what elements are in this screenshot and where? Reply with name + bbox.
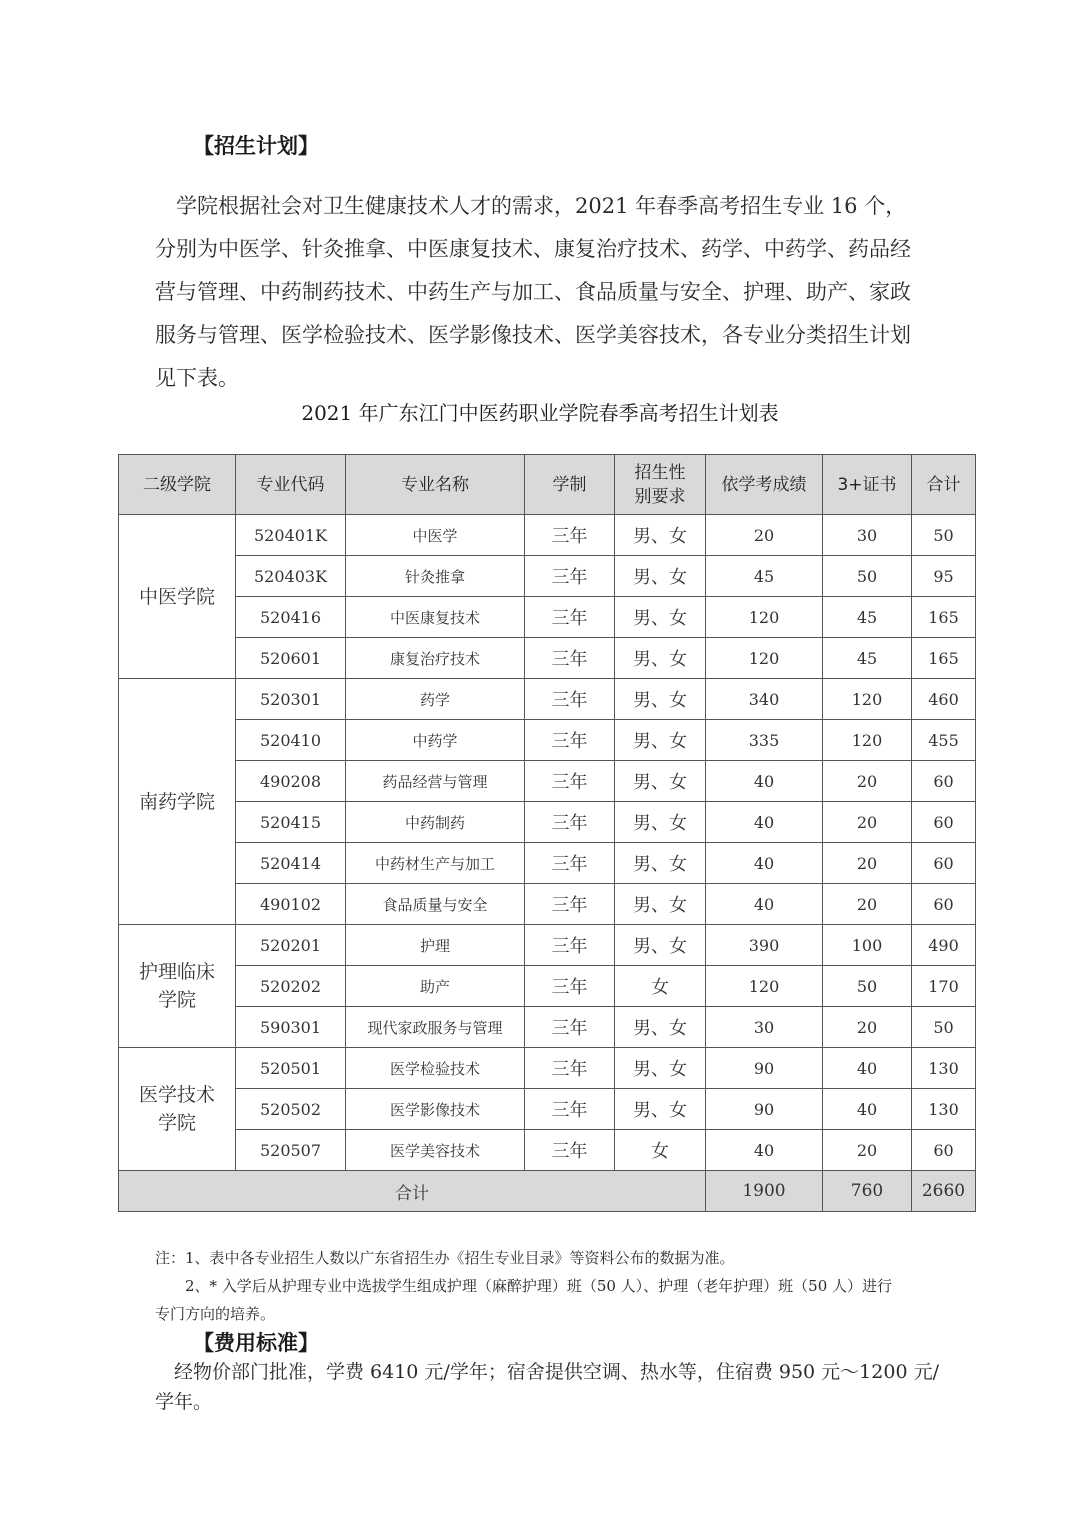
cert-quota-cell: 20	[823, 761, 912, 802]
total-quota-cell: 130	[912, 1048, 976, 1089]
intro-line: 服务与管理、医学检验技术、医学影像技术、医学美容技术，各专业分类招生计划	[155, 323, 911, 347]
score-quota-cell: 40	[706, 843, 823, 884]
header-score: 依学考成绩	[706, 455, 823, 515]
system-cell: 三年	[525, 515, 615, 556]
table-row	[119, 679, 976, 720]
score-quota-cell: 40	[706, 1130, 823, 1171]
score-quota-cell: 335	[706, 720, 823, 761]
system-cell: 三年	[525, 1089, 615, 1130]
header-cert: 3+证书	[823, 455, 912, 515]
system-cell: 三年	[525, 556, 615, 597]
major-code-cell: 520410	[236, 720, 346, 761]
intro-line: 学院根据社会对卫生健康技术人才的需求，2021 年春季高考招生专业 16 个，	[155, 194, 907, 218]
major-code-cell: 520201	[236, 925, 346, 966]
total-quota-cell: 60	[912, 802, 976, 843]
system-cell: 三年	[525, 679, 615, 720]
major-name-cell: 现代家政服务与管理	[346, 1007, 525, 1048]
gender-cell: 男、女	[615, 1048, 706, 1089]
score-quota-cell: 40	[706, 884, 823, 925]
intro-line: 分别为中医学、针灸推拿、中医康复技术、康复治疗技术、药学、中药学、药品经	[155, 237, 911, 261]
cert-quota-cell: 20	[823, 802, 912, 843]
enrollment-plan-table	[118, 454, 976, 1212]
major-name-cell: 中药学	[346, 720, 525, 761]
table-row	[119, 843, 976, 884]
table-row	[119, 884, 976, 925]
total-quota-cell: 60	[912, 843, 976, 884]
total-quota-cell: 130	[912, 1089, 976, 1130]
table-caption: 2021 年广东江门中医药职业学院春季高考招生计划表	[301, 401, 779, 425]
score-quota-cell: 20	[706, 515, 823, 556]
table-row	[119, 1048, 976, 1089]
major-code-cell: 520401K	[236, 515, 346, 556]
fee-line: 经物价部门批准，学费 6410 元/学年；宿舍提供空调、热水等，住宿费 950 元～1200 元/	[155, 1361, 939, 1383]
major-name-cell: 助产	[346, 966, 525, 1007]
header-code: 专业代码	[236, 455, 346, 515]
college-name-line: 医学技术	[138, 1084, 215, 1106]
gender-cell: 男、女	[615, 884, 706, 925]
college-name-line: 学院	[157, 989, 196, 1011]
total-label: 合计	[119, 1171, 706, 1212]
major-code-cell: 590301	[236, 1007, 346, 1048]
table-header-row	[119, 455, 976, 515]
major-name-cell: 护理	[346, 925, 525, 966]
college-name-line: 中医学院	[138, 585, 215, 608]
table-row	[119, 556, 976, 597]
score-quota-cell: 340	[706, 679, 823, 720]
major-code-cell: 520416	[236, 597, 346, 638]
intro-line: 见下表。	[155, 366, 239, 390]
system-cell: 三年	[525, 720, 615, 761]
major-name-cell: 康复治疗技术	[346, 638, 525, 679]
header-total: 合计	[912, 455, 976, 515]
college-name-line: 学院	[157, 1112, 196, 1134]
total-quota-cell: 165	[912, 638, 976, 679]
gender-cell: 男、女	[615, 802, 706, 843]
cert-quota-cell: 45	[823, 638, 912, 679]
system-cell: 三年	[525, 1048, 615, 1089]
major-name-cell: 药品经营与管理	[346, 761, 525, 802]
major-code-cell: 490102	[236, 884, 346, 925]
total-quota-cell: 60	[912, 761, 976, 802]
note-line: 注：1、表中各专业招生人数以广东省招生办《招生专业目录》等资料公布的数据为准。	[155, 1249, 735, 1267]
major-name-cell: 中医学	[346, 515, 525, 556]
cert-quota-cell: 20	[823, 884, 912, 925]
total-quota-cell: 50	[912, 1007, 976, 1048]
cert-quota-cell: 40	[823, 1089, 912, 1130]
system-cell: 三年	[525, 802, 615, 843]
gender-cell: 男、女	[615, 1007, 706, 1048]
cert-quota-cell: 20	[823, 1130, 912, 1171]
table-row	[119, 1130, 976, 1171]
major-name-cell: 药学	[346, 679, 525, 720]
gender-cell: 女	[615, 966, 706, 1007]
score-quota-cell: 40	[706, 802, 823, 843]
cert-quota-cell: 100	[823, 925, 912, 966]
table-row	[119, 638, 976, 679]
table-row	[119, 515, 976, 556]
score-quota-cell: 90	[706, 1089, 823, 1130]
section-heading-fees: 【费用标准】	[193, 1331, 319, 1355]
table-row	[119, 720, 976, 761]
gender-cell: 男、女	[615, 679, 706, 720]
major-name-cell: 中医康复技术	[346, 597, 525, 638]
table-row	[119, 802, 976, 843]
college-cell	[119, 515, 236, 679]
score-quota-cell: 390	[706, 925, 823, 966]
table-row	[119, 597, 976, 638]
table-row	[119, 966, 976, 1007]
section-heading-enrollment-plan: 【招生计划】	[193, 134, 319, 158]
cert-quota-cell: 20	[823, 843, 912, 884]
gender-cell: 男、女	[615, 556, 706, 597]
major-name-cell: 针灸推拿	[346, 556, 525, 597]
college-name-line: 护理临床	[138, 961, 215, 983]
total-quota-cell: 170	[912, 966, 976, 1007]
total-score-quota: 1900	[706, 1171, 823, 1212]
major-code-cell: 520403K	[236, 556, 346, 597]
header-gender-line: 别要求	[634, 486, 686, 507]
system-cell: 三年	[525, 1130, 615, 1171]
system-cell: 三年	[525, 925, 615, 966]
intro-line: 营与管理、中药制药技术、中药生产与加工、食品质量与安全、护理、助产、家政	[155, 280, 911, 304]
header-gender	[615, 455, 706, 515]
major-name-cell: 医学美容技术	[346, 1130, 525, 1171]
fee-paragraph	[155, 1357, 955, 1417]
major-code-cell: 520501	[236, 1048, 346, 1089]
cert-quota-cell: 120	[823, 679, 912, 720]
gender-cell: 男、女	[615, 843, 706, 884]
table-row	[119, 925, 976, 966]
note-line: 2、* 入学后从护理专业中选拔学生组成护理（麻醉护理）班（50 人）、护理（老年护理）班（50 人）进行	[155, 1277, 893, 1295]
cert-quota-cell: 40	[823, 1048, 912, 1089]
major-code-cell: 520507	[236, 1130, 346, 1171]
cert-quota-cell: 45	[823, 597, 912, 638]
score-quota-cell: 120	[706, 597, 823, 638]
total-quota-cell: 95	[912, 556, 976, 597]
major-code-cell: 520502	[236, 1089, 346, 1130]
total-quota-cell: 50	[912, 515, 976, 556]
fee-line: 学年。	[155, 1391, 213, 1413]
major-code-cell: 490208	[236, 761, 346, 802]
cert-quota-cell: 50	[823, 966, 912, 1007]
table-total-row	[119, 1171, 976, 1212]
gender-cell: 女	[615, 1130, 706, 1171]
system-cell: 三年	[525, 597, 615, 638]
score-quota-cell: 120	[706, 638, 823, 679]
total-quota-cell: 60	[912, 1130, 976, 1171]
gender-cell: 男、女	[615, 638, 706, 679]
college-cell	[119, 925, 236, 1048]
total-quota-cell: 60	[912, 884, 976, 925]
system-cell: 三年	[525, 761, 615, 802]
table-row	[119, 1007, 976, 1048]
table-notes	[155, 1244, 955, 1328]
header-system: 学制	[525, 455, 615, 515]
major-code-cell: 520202	[236, 966, 346, 1007]
grand-total: 2660	[912, 1171, 976, 1212]
gender-cell: 男、女	[615, 761, 706, 802]
table-row	[119, 1089, 976, 1130]
total-quota-cell: 455	[912, 720, 976, 761]
total-quota-cell: 165	[912, 597, 976, 638]
major-name-cell: 医学检验技术	[346, 1048, 525, 1089]
college-cell	[119, 679, 236, 925]
score-quota-cell: 90	[706, 1048, 823, 1089]
major-name-cell: 医学影像技术	[346, 1089, 525, 1130]
score-quota-cell: 40	[706, 761, 823, 802]
gender-cell: 男、女	[615, 515, 706, 556]
system-cell: 三年	[525, 966, 615, 1007]
total-quota-cell: 490	[912, 925, 976, 966]
major-code-cell: 520601	[236, 638, 346, 679]
total-cert-quota: 760	[823, 1171, 912, 1212]
system-cell: 三年	[525, 1007, 615, 1048]
score-quota-cell: 30	[706, 1007, 823, 1048]
intro-paragraph	[155, 185, 955, 400]
table-row	[119, 761, 976, 802]
cert-quota-cell: 120	[823, 720, 912, 761]
major-name-cell: 中药制药	[346, 802, 525, 843]
major-name-cell: 食品质量与安全	[346, 884, 525, 925]
gender-cell: 男、女	[615, 597, 706, 638]
header-gender-line: 招生性	[634, 462, 686, 483]
college-name-line: 南药学院	[138, 790, 215, 813]
system-cell: 三年	[525, 884, 615, 925]
major-code-cell: 520415	[236, 802, 346, 843]
header-major: 专业名称	[346, 455, 525, 515]
note-line: 专门方向的培养。	[155, 1305, 276, 1323]
system-cell: 三年	[525, 638, 615, 679]
score-quota-cell: 120	[706, 966, 823, 1007]
major-code-cell: 520414	[236, 843, 346, 884]
college-cell	[119, 1048, 236, 1171]
major-code-cell: 520301	[236, 679, 346, 720]
gender-cell: 男、女	[615, 925, 706, 966]
major-name-cell: 中药材生产与加工	[346, 843, 525, 884]
header-college: 二级学院	[119, 455, 236, 515]
gender-cell: 男、女	[615, 720, 706, 761]
score-quota-cell: 45	[706, 556, 823, 597]
cert-quota-cell: 30	[823, 515, 912, 556]
gender-cell: 男、女	[615, 1089, 706, 1130]
system-cell: 三年	[525, 843, 615, 884]
total-quota-cell: 460	[912, 679, 976, 720]
cert-quota-cell: 50	[823, 556, 912, 597]
cert-quota-cell: 20	[823, 1007, 912, 1048]
